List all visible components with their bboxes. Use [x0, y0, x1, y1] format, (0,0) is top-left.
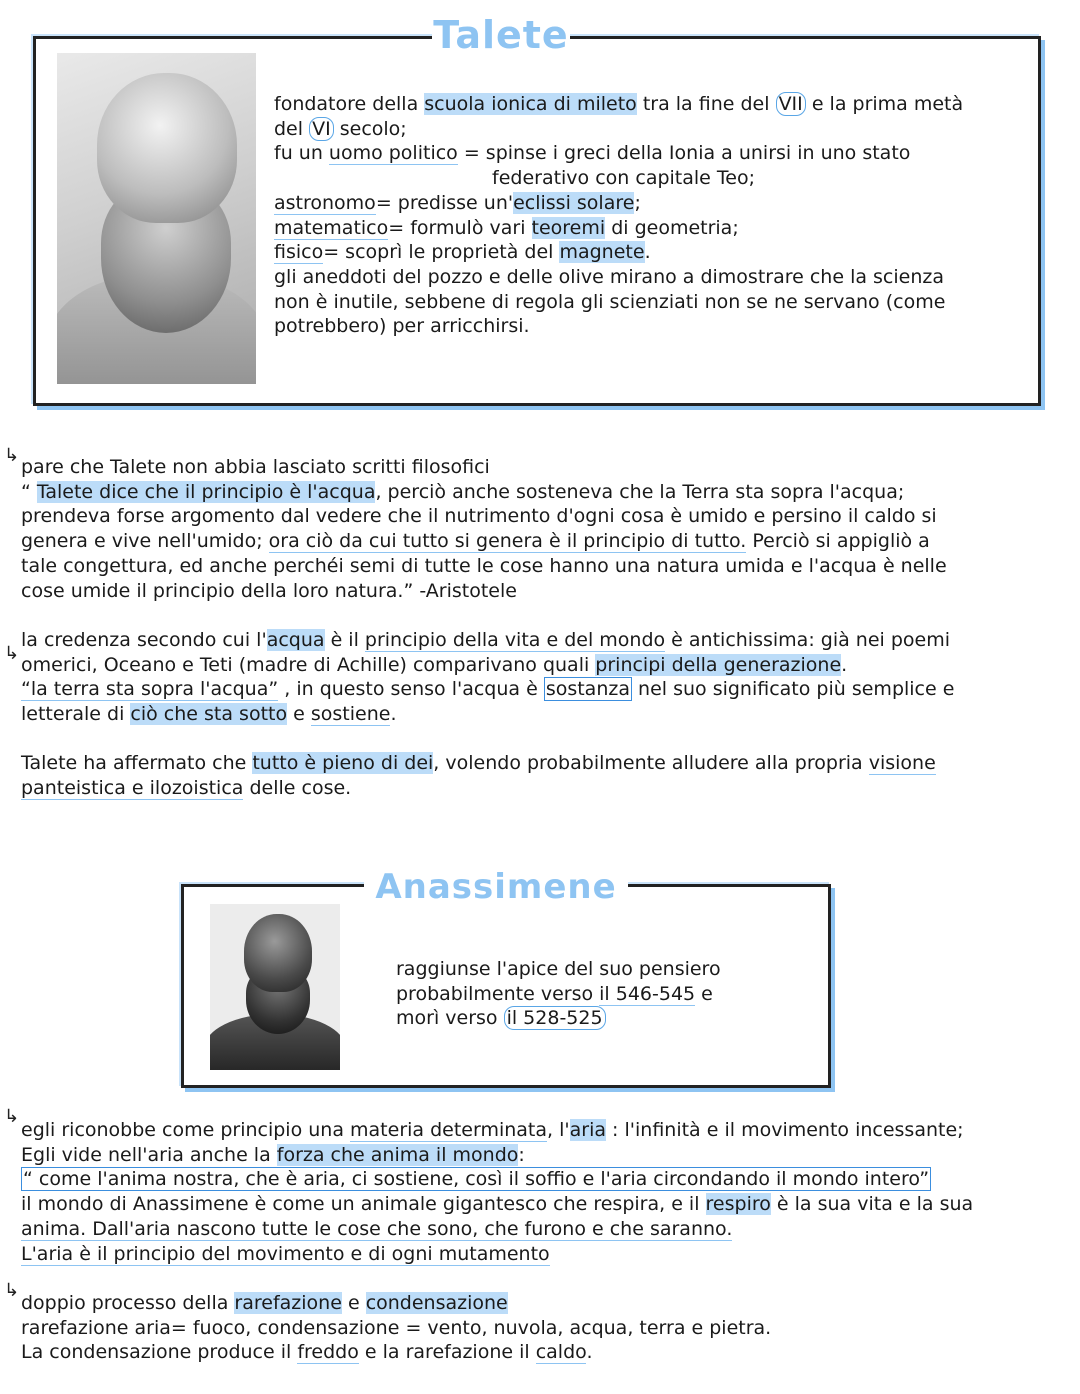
talete-bio: fondatore della scuola ionica di mileto tra la fine del VII e la prima metà del VI secolo; fu un uomo politico = spinse i greci della Ionia a unirsi in uno stato federativo con capitale Teo; astronomo= predisse un'eclissi solare; matematico= formulò vari teoremi di geometria; fisico= scoprì le proprietà del magnete. gli aneddoti del pozzo e delle olive mirano a dimostrare che la scienza non è inutile, sebbene di regola gli scienziati non se ne servano (come potrebbero) per arricchirsi. — [274, 93, 964, 338]
talete-no-writings: pare che Talete non abbia lasciato scritti filosofici — [21, 456, 490, 478]
curved-arrow-icon: ↳ — [4, 1280, 20, 1301]
talete-notes: pare che Talete non abbia lasciato scritti filosofici “ Talete dice che il principio è l'acqua, perciò anche sosteneva che la Terra sta sopra l'acqua; prendeva forse argomento dal vedere che il nutrimento d'ogni cosa è umido e persino il caldo si genera e vive nell'umido; ora ciò da cui tutto si genera è il principio di tutto. Perciò si appigliò a tale congettura, ed anche perchéi semi di tutte le cose hanno una natura umida e l'acqua è nelle cose umide il principio della loro natura.” -Aristotele la credenza secondo cui l'acqua è il principio della vita e del mondo è antichissima: già nei poemi omerici, Oceano e Teti (madre di Achille) comparivano quali principi della generazione. “la terra sta sopra l'acqua” , in questo senso l'acqua è sostanza nel suo significato più semplice e letterale di ciò che sta sotto e sostiene. Talete ha affermato che tutto è pieno di dei, volendo probabilmente alludere alla propria visione panteistica e ilozoistica delle cose. — [21, 456, 955, 800]
anassimene-notes: egli riconobbe come principio una materia determinata, l'aria : l'infinità e il movimento incessante; Egli vide nell'aria anche la forza che anima il mondo: “ come l'anima nostra, che è aria, ci sostiene, così il soffio e l'aria circondando il mondo intero” il mondo di Anassimene è come un animale gigantesco che respira, e il respiro è la sua vita e la sua anima. Dall'aria nascono tutte le cose che sono, che furono e che saranno. L'aria è il principio del movimento e di ogni mutamento doppio processo della rarefazione e condensazione rarefazione aria= fuoco, condensazione = vento, nuvola, acqua, terra e pietra. La condensazione produce il freddo e la rarefazione il caldo. — [21, 1119, 974, 1364]
curved-arrow-icon: ↳ — [4, 445, 20, 466]
anassimene-title: Anassimene — [364, 864, 628, 910]
talete-title: Talete — [432, 10, 570, 60]
curved-arrow-icon: ↳ — [4, 1106, 20, 1127]
anaximenes-portrait-icon — [210, 904, 340, 1070]
anassimene-bio: raggiunse l'apice del suo pensiero probabilmente verso il 546-545 e morì verso il 528-525 — [396, 958, 721, 1030]
curved-arrow-icon: ↳ — [4, 643, 20, 664]
thales-portrait-icon — [57, 53, 256, 384]
